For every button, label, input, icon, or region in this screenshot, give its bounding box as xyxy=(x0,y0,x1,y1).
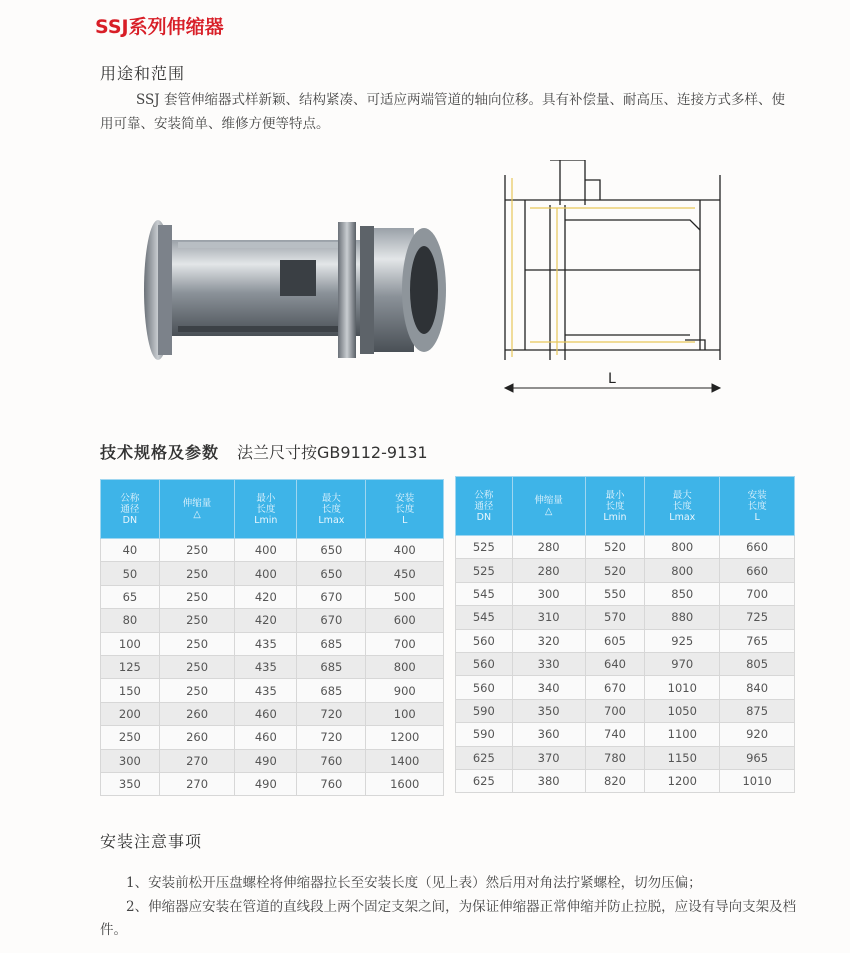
column-header-line: 长度 xyxy=(256,503,276,515)
table-cell: 250 xyxy=(159,562,235,585)
column-header-line: 最小 xyxy=(605,489,625,501)
table-cell: 880 xyxy=(645,606,720,629)
table-cell: 660 xyxy=(720,536,795,559)
table-cell: 1200 xyxy=(645,769,720,792)
table-cell: 650 xyxy=(297,539,366,562)
table-row xyxy=(101,772,444,795)
table-row xyxy=(456,582,795,605)
table-cell: 545 xyxy=(456,582,513,605)
column-header-line: Lmin xyxy=(254,514,278,526)
usage-heading: 用途和范围 xyxy=(100,64,186,83)
table-cell: 900 xyxy=(366,679,444,702)
note-item-2: 2、伸缩器应安装在管道的直线段上两个固定支架之间，为保证伸缩器正常伸缩并防止拉脱，应设有导向支架及档件。 xyxy=(100,899,797,938)
table-cell: 125 xyxy=(101,655,160,678)
notes-heading: 安装注意事项 xyxy=(100,832,203,851)
spec-table-left xyxy=(100,479,444,796)
column-header xyxy=(235,480,297,539)
column-header xyxy=(366,480,444,539)
table-row xyxy=(101,632,444,655)
table-cell: 765 xyxy=(720,629,795,652)
table-row xyxy=(101,562,444,585)
column-header-line: DN xyxy=(122,514,138,526)
table-cell: 435 xyxy=(235,679,297,702)
column-header-line: 长度 xyxy=(321,503,341,515)
table-cell: 850 xyxy=(645,582,720,605)
table-cell: 800 xyxy=(366,655,444,678)
table-cell: 1600 xyxy=(366,772,444,795)
column-header-line: 最大 xyxy=(321,492,341,504)
column-header-line: △ xyxy=(193,509,201,520)
table-cell: 460 xyxy=(235,702,297,725)
table-cell: 650 xyxy=(297,562,366,585)
dimension-label: L xyxy=(608,371,616,387)
table-cell: 280 xyxy=(512,536,585,559)
table-cell: 260 xyxy=(159,702,235,725)
column-header-line: L xyxy=(754,511,760,523)
spec-table-right xyxy=(455,476,795,793)
table-cell: 820 xyxy=(585,769,645,792)
table-cell: 310 xyxy=(512,606,585,629)
table-cell: 875 xyxy=(720,699,795,722)
table-cell: 150 xyxy=(101,679,160,702)
table-cell: 550 xyxy=(585,582,645,605)
table-cell: 450 xyxy=(366,562,444,585)
table-cell: 760 xyxy=(297,749,366,772)
column-header xyxy=(159,480,235,539)
table-cell: 670 xyxy=(297,609,366,632)
column-header xyxy=(297,480,366,539)
table-cell: 700 xyxy=(366,632,444,655)
table-cell: 250 xyxy=(159,679,235,702)
column-header-line: 长度 xyxy=(747,500,767,512)
table-cell: 370 xyxy=(512,746,585,769)
table-cell: 670 xyxy=(585,676,645,699)
table-cell: 1010 xyxy=(645,676,720,699)
column-header-line: 安装 xyxy=(395,492,415,504)
table-cell: 490 xyxy=(235,772,297,795)
table-cell: 250 xyxy=(159,539,235,562)
table-cell: 400 xyxy=(235,539,297,562)
table-cell: 760 xyxy=(297,772,366,795)
table-cell: 625 xyxy=(456,769,513,792)
table-row xyxy=(101,749,444,772)
note-item-1: 1、安装前松开压盘螺栓将伸缩器拉长至安装长度（见上表）然后用对角法拧紧螺栓，切勿压偏； xyxy=(126,875,702,891)
table-cell: 1050 xyxy=(645,699,720,722)
table-cell: 525 xyxy=(456,559,513,582)
table-cell: 640 xyxy=(585,652,645,675)
column-header-line: 通径 xyxy=(120,503,140,515)
table-cell: 920 xyxy=(720,723,795,746)
table-cell: 330 xyxy=(512,652,585,675)
column-header xyxy=(585,477,645,536)
table-cell: 520 xyxy=(585,536,645,559)
table-cell: 260 xyxy=(159,726,235,749)
table-cell: 300 xyxy=(512,582,585,605)
table-row xyxy=(456,723,795,746)
table-cell: 80 xyxy=(101,609,160,632)
table-cell: 350 xyxy=(101,772,160,795)
table-row xyxy=(456,769,795,792)
table-row xyxy=(101,702,444,725)
table-cell: 270 xyxy=(159,772,235,795)
table-row xyxy=(101,585,444,608)
column-header xyxy=(512,477,585,536)
column-header-line: 长度 xyxy=(395,503,415,515)
table-cell: 965 xyxy=(720,746,795,769)
column-header-line: 伸缩量 xyxy=(534,495,563,506)
table-cell: 350 xyxy=(512,699,585,722)
table-cell: 560 xyxy=(456,652,513,675)
column-header-line: 最大 xyxy=(672,489,692,501)
table-cell: 1100 xyxy=(645,723,720,746)
page-title: SSJ系列伸缩器 xyxy=(95,16,224,38)
table-cell: 560 xyxy=(456,676,513,699)
table-cell: 280 xyxy=(512,559,585,582)
table-cell: 805 xyxy=(720,652,795,675)
table-row xyxy=(456,559,795,582)
column-header xyxy=(645,477,720,536)
table-row xyxy=(456,629,795,652)
table-row xyxy=(456,536,795,559)
column-header-line: 安装 xyxy=(747,489,767,501)
column-header-line: 公称 xyxy=(120,492,140,504)
table-cell: 605 xyxy=(585,629,645,652)
column-header-line: 公称 xyxy=(474,489,494,501)
table-cell: 490 xyxy=(235,749,297,772)
table-cell: 250 xyxy=(101,726,160,749)
table-cell: 800 xyxy=(645,536,720,559)
table-cell: 50 xyxy=(101,562,160,585)
table-row xyxy=(101,726,444,749)
table-cell: 685 xyxy=(297,655,366,678)
specs-heading xyxy=(100,440,428,463)
table-cell: 660 xyxy=(720,559,795,582)
table-cell: 725 xyxy=(720,606,795,629)
table-cell: 685 xyxy=(297,679,366,702)
table-cell: 970 xyxy=(645,652,720,675)
specs-subheading: 法兰尺寸按GB9112-9131 xyxy=(237,443,428,462)
table-cell: 545 xyxy=(456,606,513,629)
column-header-line: Lmin xyxy=(603,511,627,523)
column-header-line: Lmax xyxy=(318,514,345,526)
technical-drawing xyxy=(490,160,740,400)
table-cell: 380 xyxy=(512,769,585,792)
table-cell: 40 xyxy=(101,539,160,562)
table-cell: 100 xyxy=(101,632,160,655)
table-cell: 400 xyxy=(235,562,297,585)
table-cell: 720 xyxy=(297,726,366,749)
table-row xyxy=(456,746,795,769)
table-row xyxy=(456,652,795,675)
table-cell: 500 xyxy=(366,585,444,608)
table-cell: 435 xyxy=(235,632,297,655)
table-cell: 340 xyxy=(512,676,585,699)
table-row xyxy=(456,699,795,722)
specs-heading-text: 技术规格及参数 xyxy=(100,443,220,462)
table-cell: 625 xyxy=(456,746,513,769)
table-cell: 435 xyxy=(235,655,297,678)
table-cell: 700 xyxy=(585,699,645,722)
table-cell: 1200 xyxy=(366,726,444,749)
table-cell: 250 xyxy=(159,585,235,608)
product-photo xyxy=(138,200,450,370)
table-cell: 300 xyxy=(101,749,160,772)
table-cell: 600 xyxy=(366,609,444,632)
table-cell: 700 xyxy=(720,582,795,605)
table-row xyxy=(101,539,444,562)
usage-text: SSJ 套管伸缩器式样新颖、结构紧凑、可适应两端管道的轴向位移。具有补偿量、耐高压、连接方式多样、使用可靠、安装简单、维修方便等特点。 xyxy=(100,92,785,132)
table-row xyxy=(101,609,444,632)
table-cell: 525 xyxy=(456,536,513,559)
column-header-line: 伸缩量 xyxy=(182,498,212,509)
table-cell: 100 xyxy=(366,702,444,725)
column-header xyxy=(101,480,160,539)
table-cell: 1400 xyxy=(366,749,444,772)
column-header-line: L xyxy=(402,514,408,526)
table-cell: 320 xyxy=(512,629,585,652)
column-header xyxy=(456,477,513,536)
table-row xyxy=(456,676,795,699)
table-row xyxy=(101,679,444,702)
column-header-line: Lmax xyxy=(669,511,696,523)
column-header-line: DN xyxy=(476,511,492,523)
table-cell: 1150 xyxy=(645,746,720,769)
table-row xyxy=(456,606,795,629)
table-cell: 400 xyxy=(366,539,444,562)
table-cell: 780 xyxy=(585,746,645,769)
table-cell: 800 xyxy=(645,559,720,582)
table-cell: 250 xyxy=(159,632,235,655)
table-cell: 560 xyxy=(456,629,513,652)
table-cell: 200 xyxy=(101,702,160,725)
table-cell: 840 xyxy=(720,676,795,699)
column-header-line: 长度 xyxy=(605,500,625,512)
column-header xyxy=(720,477,795,536)
table-cell: 65 xyxy=(101,585,160,608)
table-cell: 670 xyxy=(297,585,366,608)
column-header-line: 通径 xyxy=(474,500,494,512)
table-cell: 1010 xyxy=(720,769,795,792)
column-header-line: 最小 xyxy=(256,492,276,504)
table-cell: 250 xyxy=(159,655,235,678)
table-row xyxy=(101,655,444,678)
table-cell: 590 xyxy=(456,699,513,722)
column-header-line: 长度 xyxy=(672,500,692,512)
table-cell: 520 xyxy=(585,559,645,582)
table-cell: 925 xyxy=(645,629,720,652)
table-cell: 720 xyxy=(297,702,366,725)
column-header-line: △ xyxy=(544,506,553,517)
table-cell: 685 xyxy=(297,632,366,655)
table-cell: 420 xyxy=(235,585,297,608)
table-cell: 460 xyxy=(235,726,297,749)
table-cell: 270 xyxy=(159,749,235,772)
table-cell: 250 xyxy=(159,609,235,632)
table-cell: 420 xyxy=(235,609,297,632)
table-cell: 360 xyxy=(512,723,585,746)
table-cell: 590 xyxy=(456,723,513,746)
table-cell: 740 xyxy=(585,723,645,746)
table-cell: 570 xyxy=(585,606,645,629)
